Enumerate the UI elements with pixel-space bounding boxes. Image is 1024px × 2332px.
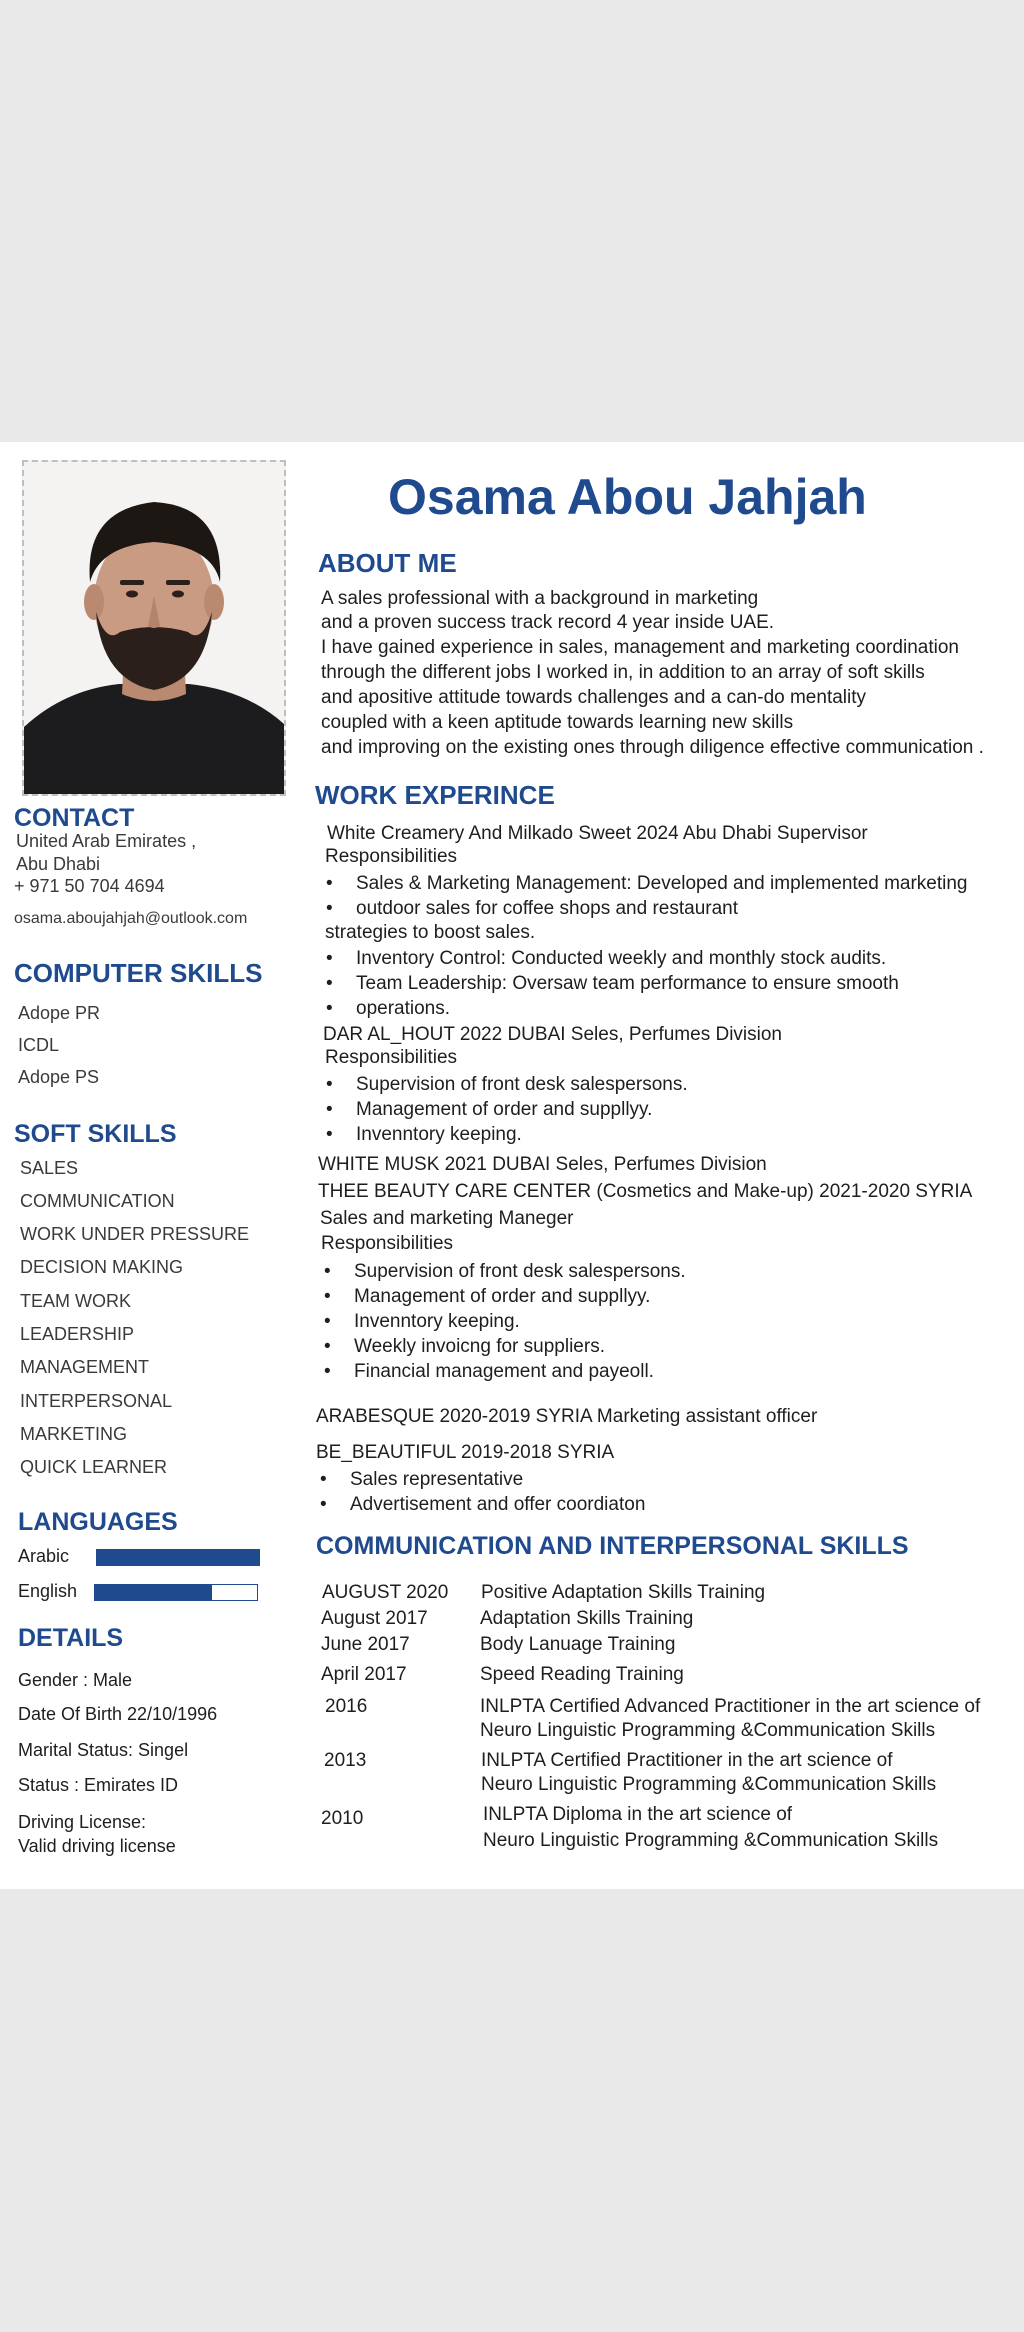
list-item: • Management of order and suppllyy. [320, 1284, 686, 1309]
training-date: 2013 [324, 1750, 367, 1771]
soft-skill: LEADERSHIP [20, 1324, 135, 1344]
computer-skill: ICDL [18, 1035, 60, 1055]
job-title: BE_BEAUTIFUL 2019-2018 SYRIA [316, 1442, 615, 1463]
training-name: Speed Reading Training [480, 1664, 684, 1685]
job2-bullets [322, 1072, 688, 1147]
languages-heading: LANGUAGES [18, 1508, 178, 1536]
training-name: INLPTA Certified Practitioner in the art science of [481, 1750, 893, 1771]
soft-skills-heading: SOFT SKILLS [14, 1120, 177, 1148]
job-title: ARABESQUE 2020-2019 SYRIA Marketing assistant officer [316, 1406, 818, 1427]
list-item: • Weekly invoicng for suppliers. [320, 1334, 686, 1359]
contact-country: United Arab Emirates , [16, 831, 197, 851]
list-item: • outdoor sales for coffee shops and restaurant [322, 896, 968, 921]
resume-page [0, 442, 1024, 1889]
responsibilities-label: Responsibilities [321, 1233, 454, 1254]
job-title: THEE BEAUTY CARE CENTER (Cosmetics and Make-up) 2021-2020 SYRIA [318, 1181, 973, 1202]
training-name: Neuro Linguistic Programming &Communication Skills [481, 1774, 937, 1795]
training-date: June 2017 [321, 1634, 410, 1655]
soft-skill: SALES [20, 1158, 79, 1178]
about-line: I have gained experience in sales, management and marketing coordination [321, 637, 959, 658]
language-level-fill [97, 1550, 259, 1565]
detail-marital: Marital Status: Singel [18, 1740, 189, 1760]
work-heading: WORK EXPERINCE [315, 780, 555, 810]
soft-skill: INTERPERSONAL [20, 1391, 173, 1411]
contact-city: Abu Dhabi [16, 854, 101, 874]
language-name: Arabic [18, 1546, 70, 1566]
language-name: English [18, 1581, 78, 1601]
list-item: • Supervision of front desk salespersons. [322, 1072, 688, 1097]
portrait-image [24, 462, 284, 794]
training-name: INLPTA Certified Advanced Practitioner in the art science of [480, 1696, 981, 1717]
training-date: 2016 [325, 1696, 368, 1717]
list-item: • Advertisement and offer coordiaton [316, 1492, 645, 1517]
training-date: August 2017 [321, 1608, 428, 1629]
detail-driving-label: Driving License: [18, 1812, 147, 1832]
soft-skill: COMMUNICATION [20, 1191, 175, 1211]
job-title: WHITE MUSK 2021 DUBAI Seles, Perfumes Division [318, 1154, 767, 1175]
detail-driving-value: Valid driving license [18, 1836, 176, 1856]
list-item: • Sales representative [316, 1467, 645, 1492]
language-level-bar [94, 1584, 258, 1601]
language-level-bar [96, 1549, 260, 1566]
responsibilities-label: Responsibilities [325, 846, 458, 867]
training-date: April 2017 [321, 1664, 407, 1685]
contact-phone: + 971 50 704 4694 [14, 876, 165, 896]
language-level-fill [95, 1585, 212, 1600]
computer-skill: Adope PR [18, 1003, 101, 1023]
soft-skill: MARKETING [20, 1424, 128, 1444]
job-title: DAR AL_HOUT 2022 DUBAI Seles, Perfumes Division [323, 1024, 782, 1045]
training-name: Adaptation Skills Training [480, 1608, 694, 1629]
about-line: and a proven success track record 4 year inside UAE. [321, 612, 775, 633]
soft-skill: WORK UNDER PRESSURE [20, 1224, 250, 1244]
detail-gender: Gender : Male [18, 1670, 133, 1690]
responsibilities-label: Responsibilities [325, 1047, 458, 1068]
candidate-name: Osama Abou Jahjah [388, 469, 867, 525]
contact-heading: CONTACT [14, 804, 135, 832]
soft-skill: TEAM WORK [20, 1291, 131, 1311]
training-date: 2010 [321, 1808, 364, 1829]
list-item: • Invenntory keeping. [322, 1122, 688, 1147]
details-heading: DETAILS [18, 1624, 124, 1652]
profile-photo [22, 460, 286, 796]
job6-bullets [316, 1467, 645, 1517]
training-date: AUGUST 2020 [322, 1582, 449, 1603]
training-name: Neuro Linguistic Programming &Communication Skills [483, 1830, 939, 1851]
job4-bullets [320, 1259, 686, 1384]
list-item: • Management of order and suppllyy. [322, 1097, 688, 1122]
communication-heading: COMMUNICATION AND INTERPERSONAL SKILLS [316, 1532, 909, 1560]
about-heading: ABOUT ME [318, 548, 457, 578]
list-item: • Financial management and payeoll. [320, 1359, 686, 1384]
job1-bullets-b [322, 946, 899, 1021]
about-line: coupled with a keen aptitude towards learning new skills [321, 712, 794, 733]
list-item: • Team Leadership: Oversaw team performance to ensure smooth [322, 971, 899, 996]
soft-skill: DECISION MAKING [20, 1257, 184, 1277]
list-item: • operations. [322, 996, 899, 1021]
about-line: and improving on the existing ones through diligence effective communication . [321, 737, 984, 758]
training-name: Positive Adaptation Skills Training [481, 1582, 766, 1603]
computer-skill: Adope PS [18, 1067, 100, 1087]
list-item: • Sales & Marketing Management: Developed and implemented marketing [322, 871, 968, 896]
training-name: Body Lanuage Training [480, 1634, 676, 1655]
detail-dob: Date Of Birth 22/10/1996 [18, 1704, 218, 1724]
about-line: and apositive attitude towards challenges and a can-do mentality [321, 687, 867, 708]
job-title: White Creamery And Milkado Sweet 2024 Abu Dhabi Supervisor [327, 823, 868, 844]
list-item: • Invenntory keeping. [320, 1309, 686, 1334]
job1-bullets-a [322, 871, 968, 921]
list-item: • Inventory Control: Conducted weekly and monthly stock audits. [322, 946, 899, 971]
detail-status: Status : Emirates ID [18, 1775, 179, 1795]
soft-skill: MANAGEMENT [20, 1357, 150, 1377]
soft-skill: QUICK LEARNER [20, 1457, 168, 1477]
about-line: through the different jobs I worked in, in addition to an array of soft skills [321, 662, 925, 683]
bullet-continuation: strategies to boost sales. [325, 922, 536, 943]
computer-skills-heading: COMPUTER SKILLS [14, 958, 263, 988]
training-name: Neuro Linguistic Programming &Communication Skills [480, 1720, 936, 1741]
contact-email: osama.aboujahjah@outlook.com [14, 910, 248, 927]
job-role: Sales and marketing Maneger [320, 1208, 574, 1229]
list-item: • Supervision of front desk salespersons. [320, 1259, 686, 1284]
about-line: A sales professional with a background in marketing [321, 588, 759, 609]
training-name: INLPTA Diploma in the art science of [483, 1804, 793, 1825]
